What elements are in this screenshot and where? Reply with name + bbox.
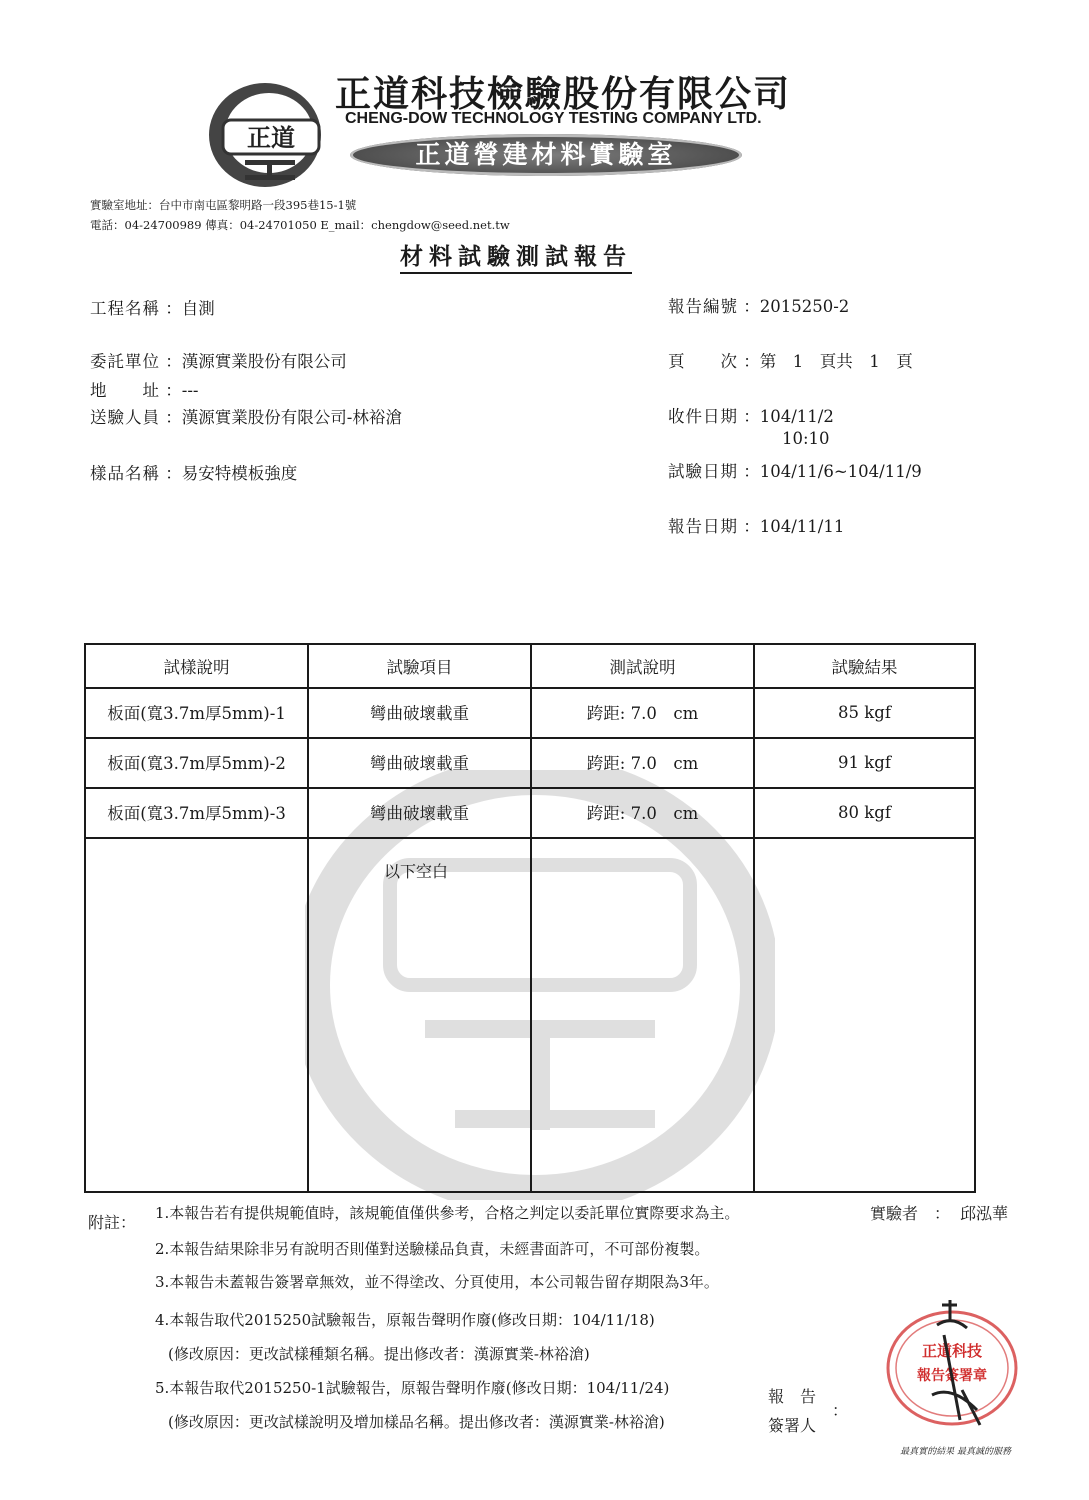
tester-name: 邱泓華 xyxy=(960,1204,1009,1223)
table-cell: 板面(寬3.7m厚5mm)-1 xyxy=(86,687,309,737)
info-label: 送驗人員 xyxy=(90,408,160,427)
info-test-date xyxy=(668,458,922,482)
table-cell: 跨距: 7.0 cm xyxy=(532,687,755,737)
info-page xyxy=(668,348,913,372)
header-cell: 試驗結果 xyxy=(831,658,898,677)
stamp-text-1: 正道科技 xyxy=(921,1342,983,1360)
info-label: 委託單位 xyxy=(90,352,160,371)
table-row xyxy=(86,787,974,839)
info-label: 報告編號 xyxy=(668,297,738,316)
company-logo xyxy=(205,80,340,190)
stamp-text-2: 報告簽署章 xyxy=(917,1368,987,1384)
table-cell: 彎曲破壞載重 xyxy=(309,687,532,737)
table-header xyxy=(86,645,974,689)
info-address xyxy=(90,377,198,401)
footer-slogan: 最真實的結果 最真誠的服務 xyxy=(900,1447,1011,1457)
info-label: 報告日期 xyxy=(668,517,738,536)
note-item-5-reason: (修改原因：更改試樣說明及增加樣品名稱。提出修改者：漢源實業-林裕滄) xyxy=(168,1413,665,1431)
info-sample xyxy=(90,460,297,484)
header-cell: 測試說明 xyxy=(532,645,755,687)
signature-stroke xyxy=(932,1300,980,1425)
info-received xyxy=(668,403,834,427)
info-value: ：104/11/6~104/11/9 xyxy=(743,462,922,481)
table-cell: 板面(寬3.7m厚5mm)-2 xyxy=(86,737,309,787)
blank-below-note: 以下空白 xyxy=(384,862,449,881)
note-item-4-reason: (修改原因：更改試樣種類名稱。提出修改者：漢源實業-林裕滄) xyxy=(168,1345,590,1363)
lab-contact: 電話：04-24700989 傳真：04-24701050 E_mail：chengdow@seed.net.tw xyxy=(90,218,510,232)
tester-label: 實驗者 ： xyxy=(870,1204,951,1223)
info-received-time: 10:10 xyxy=(782,429,830,448)
logo-text: 正道 xyxy=(247,124,295,152)
table-cell: 跨距: 7.0 cm xyxy=(532,787,755,837)
info-value: ：自測 xyxy=(165,299,215,318)
info-label: 樣品名稱 xyxy=(90,464,160,483)
table-row xyxy=(86,687,974,739)
table-empty-area xyxy=(86,839,974,1191)
info-submitter xyxy=(90,404,402,428)
empty-cell xyxy=(309,839,532,1191)
info-project xyxy=(90,295,215,319)
empty-cell xyxy=(86,839,309,1191)
lab-banner xyxy=(350,134,742,176)
notes-label: 附註： xyxy=(88,1213,137,1232)
info-value: ：漢源實業股份有限公司-林裕滄 xyxy=(165,408,402,427)
info-label: 試驗日期 xyxy=(668,462,738,481)
note-item-2: 2.本報告結果除非另有說明否則僅對送驗樣品負責，未經書面許可，不可部份複製。 xyxy=(155,1240,710,1258)
note-item-4: 4.本報告取代2015250試驗報告，原報告聲明作廢(修改日期：104/11/18) xyxy=(155,1311,655,1329)
info-value: ：--- xyxy=(165,381,199,400)
signer-label-2: 簽署人 xyxy=(768,1416,817,1435)
info-label: 地 址 xyxy=(90,381,160,400)
info-label: 頁 次 xyxy=(668,352,738,371)
info-value: ：易安特模板強度 xyxy=(165,464,298,483)
note-item-5: 5.本報告取代2015250-1試驗報告，原報告聲明作廢(修改日期：104/11/24) xyxy=(155,1379,670,1397)
header-cell: 試樣說明 xyxy=(86,645,309,687)
table-cell: 跨距: 7.0 cm xyxy=(532,737,755,787)
company-name-en: CHENG-DOW TECHNOLOGY TESTING COMPANY LTD. xyxy=(345,110,762,127)
table-cell: 85 kgf xyxy=(838,702,891,722)
info-report-no xyxy=(668,293,849,317)
info-value: ：104/11/2 xyxy=(743,407,834,426)
info-label: 工程名稱 xyxy=(90,299,160,318)
table-row xyxy=(86,737,974,789)
table-cell: 91 kgf xyxy=(838,752,891,772)
table-cell: 彎曲破壞載重 xyxy=(309,787,532,837)
lab-address: 實驗室地址：台中市南屯區黎明路一段395巷15-1號 xyxy=(90,198,357,212)
table-cell: 80 kgf xyxy=(838,802,891,822)
info-value: ：漢源實業股份有限公司 xyxy=(165,352,347,371)
signer-colon: ： xyxy=(832,1401,849,1420)
table-cell: 彎曲破壞載重 xyxy=(309,737,532,787)
info-client xyxy=(90,348,347,372)
info-value: ：104/11/11 xyxy=(743,517,845,536)
signature-stamp xyxy=(882,1300,1022,1430)
results-table xyxy=(84,643,976,1193)
info-value: ：2015250-2 xyxy=(743,297,850,316)
empty-cell xyxy=(755,839,974,1191)
lab-name: 正道營建材料實驗室 xyxy=(415,140,677,169)
table-cell: 板面(寬3.7m厚5mm)-3 xyxy=(86,787,309,837)
signer-label-1: 報 告 xyxy=(768,1387,817,1406)
company-name-cn: 正道科技檢驗股份有限公司 xyxy=(335,74,792,115)
info-label: 收件日期 xyxy=(668,407,738,426)
report-title: 材料試驗測試報告 xyxy=(400,238,632,274)
note-item-1: 1.本報告若有提供規範值時，該規範值僅供參考，合格之判定以委託單位實際要求為主。 xyxy=(155,1204,740,1222)
empty-cell xyxy=(532,839,755,1191)
note-item-3: 3.本報告未蓋報告簽署章無效，並不得塗改、分頁使用，本公司報告留存期限為3年。 xyxy=(155,1273,719,1291)
info-report-date xyxy=(668,513,844,537)
header-cell: 試驗項目 xyxy=(309,645,532,687)
info-value: ：第 1 頁共 1 頁 xyxy=(743,352,913,371)
